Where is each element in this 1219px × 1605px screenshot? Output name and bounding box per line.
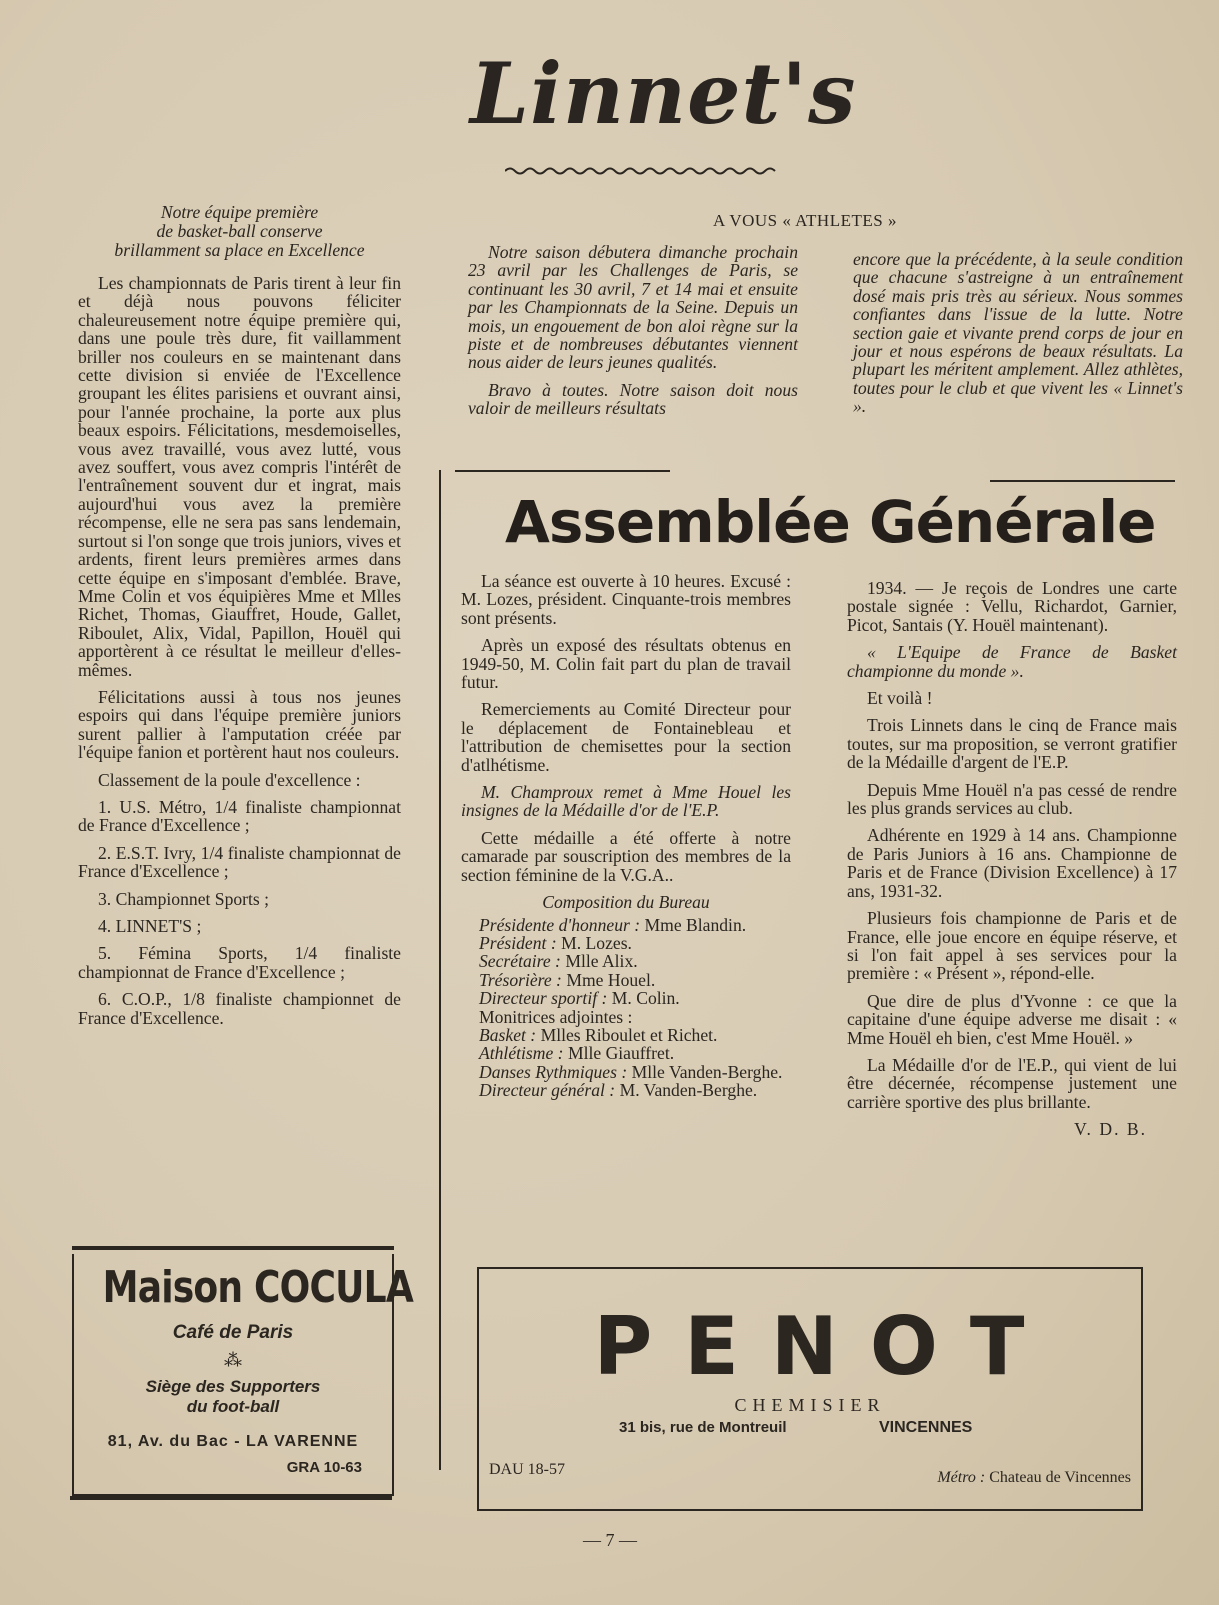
assemblee-col1 bbox=[461, 572, 791, 1100]
bureau-heading: Composition du Bureau bbox=[542, 892, 710, 913]
bureau-role: Danses Rythmiques : bbox=[479, 1061, 628, 1082]
left-column bbox=[78, 203, 401, 1036]
athletes-col2 bbox=[853, 250, 1183, 425]
cocula-title: Maison COCULA bbox=[102, 1262, 413, 1313]
cocula-line2: du foot-ball bbox=[186, 1397, 280, 1416]
cocula-subtitle: Café de Paris bbox=[172, 1322, 294, 1343]
assemblee-paragraph: La Médaille d'or de l'E.P., qui vient de lui être décernée, récompense justement une carrière sportive des plus brillante. bbox=[847, 1054, 1177, 1112]
basket-article bbox=[78, 274, 401, 1027]
assemblee-paragraph: Remerciements au Comité Directeur pour le déplacement de Fontainebleau et l'attribution de chemisettes pour la section d'atlhétisme. bbox=[461, 699, 791, 775]
ad-penot bbox=[477, 1267, 1143, 1511]
bureau-item bbox=[461, 971, 791, 989]
penot-phone: DAU 18-57 bbox=[489, 1461, 565, 1478]
bureau-item bbox=[461, 1044, 791, 1062]
basket-paragraph: Les championnats de Paris tirent à leur fin et déjà nous pouvons féliciter chaleureusement notre équipe première qui, dans une poule très dure, fit vaillamment briller nos couleurs en se maintenant dans cette division si enviée de l'Excellence groupant les élites parisiens et ouvrant ainsi, pour l'année prochaine, la porte aux plus beaux espoirs. Félicitations, mesdemoiselles, vous avez travaillé, vous avez lutté, vous avez souffert, vous avez compris l'intérêt de l'entraînement souvent dur et ingrat, mais aujourd'hui vous avez la première récompense, elle ne sera pas sans lendemain, surtout si l'on songe que trois juniors, vives et ardents, firent leurs premières armes dans cette équipe en s'imposant d'emblée. Brave, Mme Colin et vos équipières Mme et Mlles Richet, Thomas, Giauffret, Houde, Gallet, Riboulet, Alix, Vidal, Papillon, Houël qui apportèrent à ce résultat le meilleur d'elles-mêmes. bbox=[78, 273, 401, 680]
penot-address: 31 bis, rue de Montreuil bbox=[619, 1419, 787, 1436]
page-number: — 7 — bbox=[583, 1530, 637, 1550]
bureau-name: Mlle Giauffret. bbox=[567, 1043, 675, 1064]
assemblee-paragraph: Que dire de plus d'Yvonne : ce que la capitaine d'une équipe adverse me disait : « Mme Houël eh bien, c'est Mme Houël. » bbox=[847, 990, 1177, 1048]
basket-heading-line: brillamment sa place en Excellence bbox=[114, 240, 365, 260]
penot-metro bbox=[937, 1469, 1131, 1487]
ranking-intro: Classement de la poule d'excellence : bbox=[98, 769, 361, 790]
bureau-name: M. Vanden-Berghe. bbox=[619, 1080, 758, 1101]
assemblee-quote: « L'Equipe de France de Basket championne du monde ». bbox=[847, 642, 1177, 681]
assemblee-paragraph: Après un exposé des résultats obtenus en 1949-50, M. Colin fait part du plan de travail futur. bbox=[461, 635, 791, 693]
athletes-col1 bbox=[468, 243, 798, 427]
bureau-item bbox=[461, 1026, 791, 1044]
assemblee-col2 bbox=[847, 579, 1177, 1139]
basket-paragraph: Félicitations aussi à tous nos jeunes espoirs qui dans l'équipe première juniors surent pallier à l'amputation créée par l'équipe fanion et portèrent haut nos couleurs. bbox=[78, 686, 401, 763]
bureau-name: Monitrices adjointes : bbox=[479, 1006, 633, 1027]
bureau-item bbox=[461, 934, 791, 952]
assemblee-paragraph: 1934. — Je reçois de Londres une carte postale signée : Vellu, Richardot, Garnier, Picot, Santais (Y. Houël maintenant). bbox=[847, 578, 1177, 635]
athletes-paragraph: Notre saison débutera dimanche prochain 23 avril par les Challenges de Paris, se continuant les 30 avril, 7 et 14 mai et ensuite par les Championnats de la Seine. Depuis un mois, un engouement de bon aloi règne sur la piste et de nombreuses débutantes viennent nous aider de leurs jeunes qualités. bbox=[468, 242, 798, 373]
athletes-paragraph: encore que la précédente, à la seule condition que chacune s'astreigne à un entraînement dosé mais pris très au sérieux. Nous sommes confiantes dans l'issue de la lutte. Notre section gaie et vivante prend corps de jour en jour et nous espérons de beaux résultats. La plupart les méritent amplement. Allez athlètes, toutes pour le club et que vivent les « Linnet's ». bbox=[853, 249, 1183, 417]
penot-title: PENOT bbox=[593, 1300, 1057, 1393]
bureau-item bbox=[461, 989, 791, 1007]
bureau-role: Basket : bbox=[479, 1024, 537, 1045]
penot-subtitle: CHEMISIER bbox=[734, 1395, 886, 1415]
bureau-name: Mlle Vanden-Berghe. bbox=[631, 1061, 783, 1082]
ranking-item: 2. E.S.T. Ivry, 1/4 finaliste championnat de France d'Excellence ; bbox=[78, 842, 401, 882]
bureau-item bbox=[461, 916, 791, 934]
assemblee-paragraph: Trois Linnets dans le cinq de France mais toutes, sur ma proposition, se verront gratifier de la Médaille d'argent de l'E.P. bbox=[847, 715, 1177, 773]
signature: V. D. B. bbox=[1074, 1119, 1147, 1140]
bureau-item bbox=[461, 1063, 791, 1081]
cocula-top-rule bbox=[72, 1246, 394, 1250]
bureau-role: Président : bbox=[479, 932, 557, 953]
bureau-name: Mme Blandin. bbox=[644, 914, 747, 935]
assemblee-heading: Assemblée Générale bbox=[505, 488, 1156, 556]
bureau-role: Secrétaire : bbox=[479, 951, 561, 972]
penot-metro-label: Métro : bbox=[937, 1469, 986, 1486]
bureau-item bbox=[461, 952, 791, 970]
masthead-title: Linnet's bbox=[470, 44, 857, 143]
penot-metro-name: Chateau de Vincennes bbox=[989, 1469, 1131, 1486]
bureau-list bbox=[461, 916, 791, 1100]
bureau-role: Directeur sportif : bbox=[479, 988, 608, 1009]
assemblee-paragraph: Depuis Mme Houël n'a pas cessé de rendre les plus grands services au club. bbox=[847, 779, 1177, 819]
ranking-item: 4. LINNET'S ; bbox=[98, 916, 202, 936]
ranking-item: 5. Fémina Sports, 1/4 finaliste championnat de France d'Excellence ; bbox=[78, 943, 401, 982]
athletes-paragraph: Bravo à toutes. Notre saison doit nous valoir de meilleurs résultats bbox=[468, 379, 798, 419]
bureau-name: Mlles Riboulet et Richet. bbox=[540, 1024, 718, 1045]
cocula-line1: Siège des Supporters bbox=[145, 1377, 321, 1396]
cocula-phone: GRA 10-63 bbox=[286, 1459, 362, 1476]
ranking-item: 3. Championnet Sports ; bbox=[98, 888, 270, 909]
bureau-role: Présidente d'honneur : bbox=[479, 914, 641, 935]
cocula-bottom-rule bbox=[70, 1496, 392, 1500]
bureau-name: M. Lozes. bbox=[561, 932, 632, 953]
bureau-role: Athlétisme : bbox=[479, 1043, 564, 1064]
penot-city: VINCENNES bbox=[879, 1419, 973, 1436]
basket-heading-line: Notre équipe première bbox=[160, 202, 319, 222]
ad-cocula bbox=[72, 1254, 413, 1496]
bureau-name: M. Colin. bbox=[611, 988, 680, 1009]
assemblee-paragraph: La séance est ouverte à 10 heures. Excusé : M. Lozes, président. Cinquante-trois membres sont présents. bbox=[461, 571, 791, 628]
medal-note: M. Champroux remet à Mme Houel les insignes de la Médaille d'or de l'E.P. bbox=[461, 782, 791, 821]
bureau-role: Directeur général : bbox=[479, 1080, 616, 1101]
masthead-ornament bbox=[505, 165, 777, 177]
rule-right bbox=[990, 480, 1175, 482]
bureau-name: Mlle Alix. bbox=[565, 951, 638, 972]
basket-heading bbox=[78, 203, 401, 260]
cocula-ornament: ⁂ bbox=[224, 1350, 242, 1370]
ranking-item: 1. U.S. Métro, 1/4 finaliste championnat de France d'Excellence ; bbox=[78, 796, 401, 836]
ranking-item: 6. C.O.P., 1/8 finaliste championnet de France d'Excellence. bbox=[78, 989, 401, 1028]
cocula-address: 81, Av. du Bac - LA VARENNE bbox=[107, 1433, 359, 1450]
medal-text: Cette médaille a été offerte à notre camarade par souscription des membres de la section féminine de la V.G.A.. bbox=[461, 827, 791, 885]
column-divider bbox=[439, 470, 441, 1470]
bureau-item bbox=[461, 1008, 791, 1026]
bureau-item bbox=[461, 1081, 791, 1099]
bureau-name: Mme Houel. bbox=[566, 969, 656, 990]
assemblee-paragraph: Plusieurs fois championne de Paris et de France, elle joue encore en équipe réserve, et si l'on fait appel à ses services pour la première : « Présent », répond-elle. bbox=[847, 908, 1177, 984]
bureau-role: Trésorière : bbox=[479, 969, 562, 990]
basket-heading-line: de basket-ball conserve bbox=[156, 221, 323, 241]
rule-left bbox=[455, 470, 670, 472]
assemblee-paragraph: Adhérente en 1929 à 14 ans. Championne de Paris Juniors à 16 ans. Championne de Paris et de France (Division Excellence) à 17 ans, 1931-32. bbox=[847, 825, 1177, 901]
athletes-heading: A VOUS « ATHLETES » bbox=[713, 211, 897, 230]
assemblee-voila: Et voilà ! bbox=[867, 688, 933, 709]
